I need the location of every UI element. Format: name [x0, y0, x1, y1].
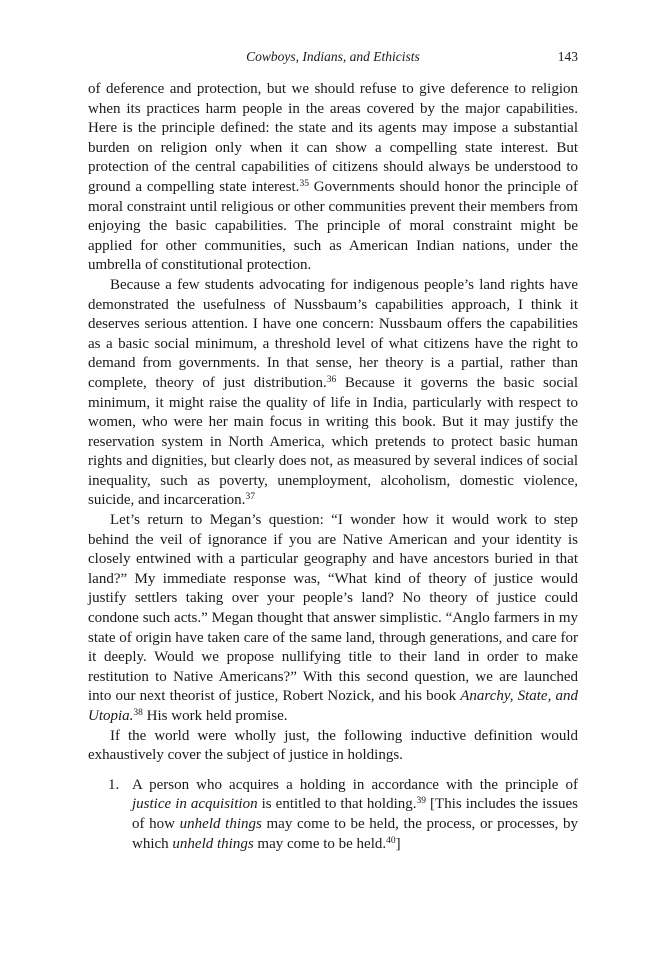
- page-number: 143: [557, 49, 578, 64]
- book-page: [88, 46, 578, 854]
- text-run: Because a few students advocating for indigenous people’s land rights have demonstrated the usefulness of Nussbaum’s capabilities approach, I think it deserves serious attention. I have one concern: Nussbaum offers the capabilities as a basic social minimum, a threshold level of what citizens have the right to demand from governments. In that sense, her theory is a partial, rather than complete, theory of just distribution.: [88, 276, 578, 391]
- paragraph: [88, 511, 578, 727]
- footnote-ref: 35: [299, 178, 309, 189]
- text-run: ]: [395, 835, 401, 852]
- text-run: is entitled to that holding.: [257, 796, 417, 813]
- list-item-text: [132, 777, 578, 852]
- text-run: Governments should honor the principle of moral constraint until religious or other communities prevent their members from enjoying the basic capabilities. The principle of moral constraint might be applied for other communities, such as American Indian nations, under the umbrella of constitutional protection.: [88, 178, 578, 274]
- italic-text: justice in acquisition: [132, 796, 258, 813]
- text-run: [This includes the issues of how: [132, 796, 578, 832]
- text-run: may come to be held.: [253, 835, 387, 852]
- paragraph: [88, 80, 578, 276]
- paragraph: [88, 727, 578, 766]
- text-run: A person who acquires a holding in accordance with the principle of: [132, 776, 578, 793]
- list-item-number: 1.: [108, 776, 120, 793]
- body-text: [88, 80, 578, 854]
- footnote-ref: 36: [326, 374, 337, 385]
- text-run: of deference and protection, but we should refuse to give deference to religion when its practices harm people in the areas covered by the major capabilities. Here is the principle defined: the state and its agents may impose a substantial burden on religion only when it can show a compelling state interest. But protection of the central capabilities of citizens should always be understood to ground a compelling state interest.: [88, 81, 578, 195]
- running-title: Cowboys, Indians, and Ethicists: [246, 49, 420, 64]
- list-item: [88, 776, 578, 854]
- footnote-ref: 39: [416, 796, 427, 807]
- running-head: [88, 46, 578, 68]
- text-run: His work held promise.: [142, 708, 288, 724]
- italic-text: unheld things: [172, 835, 254, 852]
- text-run: If the world were wholly just, the following inductive definition would exhaustively cover the subject of justice in holdings.: [88, 727, 578, 764]
- footnote-ref: 38: [133, 708, 143, 718]
- text-run: Let’s return to Megan’s question: “I wonder how it would work to step behind the veil of ignorance if you are Native American and your identity is closely entwined with a particular geography and have ancestors buried in that land?” My immediate response was, “What kind of theory of justice would justify settlers taking over your people’s land? No theory of justice could condone such acts.” Megan thought that answer simplistic. “Anglo farmers in my state of origin have taken care of the same land, through generations, and care for it deeply. Would we propose nullifying title to their land in order to make restitution to Native Americans?” With this second question, we are launched into our next theorist of justice, Robert Nozick, and his book: [88, 512, 578, 705]
- paragraph: [88, 276, 578, 511]
- definition-list: [88, 776, 578, 854]
- footnote-ref: 40: [386, 835, 396, 846]
- footnote-ref: 37: [245, 492, 255, 503]
- italic-text: Anarchy, State, and Utopia.: [88, 688, 578, 724]
- text-run: Because it governs the basic social minimum, it might raise the quality of life in India, particularly with respect to women, who were her main focus in writing this book. But it may justify the reservation system in North America, which pretends to protect basic human rights and dignities, but clearly does not, as measured by several indices of social inequality, such as poverty, unemployment, alcoholism, domestic violence, suicide, and incarceration.: [88, 374, 578, 509]
- italic-text: unheld things: [179, 815, 262, 832]
- text-run: may come to be held, the process, or processes, by which: [132, 815, 579, 852]
